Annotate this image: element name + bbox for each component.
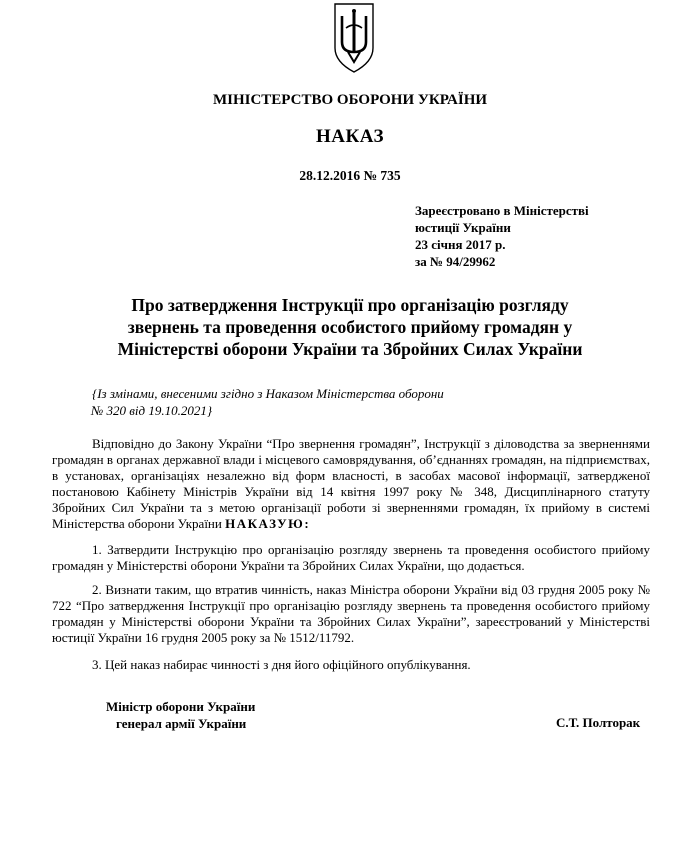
order-item-2 <box>52 582 650 646</box>
order-item-text: 1. Затвердити Інструкцію про організацію розгляду звернень та проведення особистого прийому громадян у Міністерстві оборони України та Збройних Силах України, що додається. <box>52 542 650 573</box>
title-line: звернень та проведення особистого прийому громадян у <box>127 317 573 337</box>
document-type: НАКАЗ <box>315 126 385 147</box>
trident-coat-of-arms-icon <box>332 2 376 74</box>
amendment-line: {Із змінами, внесеними згідно з Наказом Міністерства оборони <box>92 386 444 401</box>
title-line: Міністерстві оборони України та Збройних Силах України <box>117 339 583 359</box>
registration-line: 23 січня 2017 р. <box>415 237 506 252</box>
amendment-note <box>92 385 512 419</box>
document-date-number: 28.12.2016 № 735 <box>299 168 401 183</box>
registration-line: за № 94/29962 <box>415 254 496 269</box>
signatory-name: С.Т. Полторак <box>556 715 641 730</box>
signatory-rank-line: генерал армії України <box>116 716 247 731</box>
preamble-text: Відповідно до Закону України “Про звернення громадян”, Інструкції з діловодства за зверненнями громадян в органах державної влади і місцевого самоврядування, об’єднаннях громадян, на підприємствах, в установах, організаціях незалежно від форм власності, в засобах масової інформації, затвердженої постановою Кабінету Міністрів України від 14 квітня 1997 року № 348, Дисциплінарного статуту Збройних Сил України та з метою організації роботи зі зверненнями громадян, їх прийому в системі Міністерства оборони України <box>52 436 650 531</box>
order-item-text: 2. Визнати таким, що втратив чинність, наказ Міністра оборони України від 03 грудня 2005 року № 722 “Про затвердження Інструкції про організацію розгляду звернень та проведення особистого прийому громадян у Міністерстві оборони України та Збройних Силах України”, зареєстрований у Міністерстві юстиції України 16 грудня 2005 року за № 1512/11792. <box>52 582 650 645</box>
order-keyword: НАКАЗУЮ: <box>225 516 311 531</box>
registration-stamp <box>415 202 589 270</box>
order-item-3 <box>52 657 650 673</box>
order-item-1 <box>52 542 650 574</box>
order-item-text: 3. Цей наказ набирає чинності з дня його офіційного опублікування. <box>92 657 471 672</box>
amendment-line: № 320 від 19.10.2021} <box>91 403 213 418</box>
ministry-name: МІНІСТЕРСТВО ОБОРОНИ УКРАЇНИ <box>212 92 488 108</box>
signatory-position <box>106 698 255 732</box>
registration-line: Зареєстровано в Міністерстві <box>415 203 589 218</box>
registration-line: юстиції України <box>415 220 511 235</box>
document-title <box>0 294 700 360</box>
signatory-position-line: Міністр оборони України <box>106 699 256 714</box>
preamble-paragraph <box>52 436 650 532</box>
title-line: Про затвердження Інструкції про організацію розгляду <box>131 295 569 315</box>
